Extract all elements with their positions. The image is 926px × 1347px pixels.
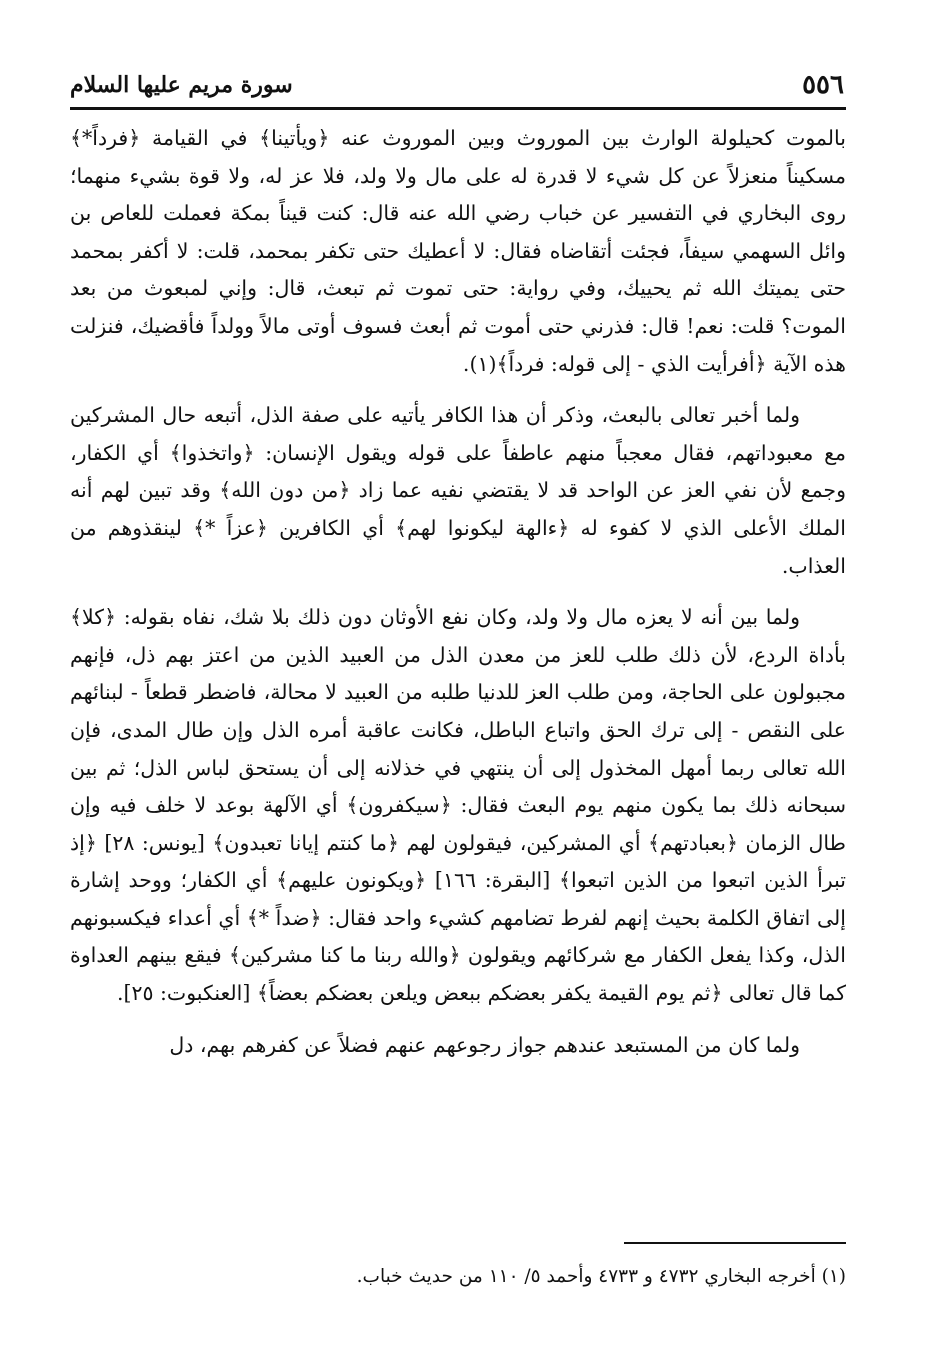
footnote-rule [624,1242,846,1244]
page-number: ٥٥٦ [802,70,844,100]
paragraph: ولما بين أنه لا يعزه مال ولا ولد، وكان نفع الأوثان دون ذلك بلا شك، نفاه بقوله: ﴿كلا﴾ بأداة الردع، لأن ذلك طلب للعز من معدن الذل من العبيد الذين من اعتز بهم ذل، فإنهم مجبولون على الحاجة، ومن طلب العز للدنيا طلبه من العبيد لا محالة، فاضطر قطعاً - لبنائهم على النقص - إلى ترك الحق واتباع الباطل، فكانت عاقبة أمره الذل وإن طال المدى، فإن الله تعالى ربما أمهل المخذول إلى أن ينتهي في خذلانه إلى أن يستحق لباس الذل؛ ثم بين سبحانه ذلك بما يكون منهم يوم البعث فقال: ﴿سيكفرون﴾ أي الآلهة بوعد لا خلف فيه وإن طال الزمان ﴿بعبادتهم﴾ أي المشركين، فيقولون لهم ﴿ما كنتم إيانا تعبدون﴾ [يونس: ٢٨] ﴿إذ تبرأ الذين اتبعوا من الذين اتبعوا﴾ [البقرة: ١٦٦] ﴿ويكونون عليهم﴾ أي الكفار؛ ووحد إشارة إلى اتفاق الكلمة بحيث إنهم لفرط تضامهم كشيء واحد فقال: ﴿ضداً *﴾ أي أعداء فيكسبونهم الذل، وكذا يفعل الكفار مع شركائهم ويقولون ﴿والله ربنا ما كنا مشركين﴾ فيقع بينهم العداوة كما قال تعالى ﴿ثم يوم القيمة يكفر بعضكم ببعض ويلعن بعضكم بعضاً﴾ [العنكبوت: ٢٥]. [70,605,846,1006]
main-text [70,120,846,1064]
running-title: سورة مريم عليها السلام [70,72,293,98]
footnote: (١) أخرجه البخاري ٤٧٣٢ و ٤٧٣٣ وأحمد ٥/ ١١٠ من حديث خباب. [356,1266,846,1287]
header-rule [70,107,846,110]
page-header [70,68,844,106]
paragraph: ولما أخبر تعالى بالبعث، وذكر أن هذا الكافر يأتيه على صفة الذل، أتبعه حال المشركين مع معبوداتهم، فقال معجباً منهم عاطفاً على قوله ويقول الإنسان: ﴿واتخذوا﴾ أي الكفار، وجمع لأن نفي العز عن الواحد قد لا يقتضي نفيه عما زاد ﴿من دون الله﴾ وقد تبين لهم أنه الملك الأعلى الذي لا كفوء له ﴿ءالهة ليكونوا لهم﴾ أي الكافرين ﴿عزاً *﴾ لينقذوهم من العذاب. [70,403,846,578]
paragraph: ولما كان من المستبعد عندهم جواز رجوعهم عنهم فضلاً عن كفرهم بهم، دل [169,1032,800,1057]
paragraph: بالموت كحيلولة الوارث بين الموروث وبين الموروث عنه ﴿ويأتينا﴾ في القيامة ﴿فرداً*﴾ مسكيناً منعزلاً عن كل شيء لا قدرة له على مال ولا ولد، فلا عز له، ولا قوة بشيء منهما؛ روى البخاري في التفسير عن خباب رضي الله عنه قال: كنت قيناً بمكة فعملت للعاص بن وائل السهمي سيفاً، فجئت أتقاضاه فقال: لا أعطيك حتى تكفر بمحمد، قلت: لا أكفر بمحمد حتى يميتك الله ثم يحييك، وفي رواية: حتى تموت ثم تبعث، قال: وإني لمبعوث من بعد الموت؟ قلت: نعم! قال: فذرني حتى أموت ثم أبعث فسوف أوتى مالاً وولداً فأقضيك، فنزلت هذه الآية ﴿أفرأيت الذي - إلى قوله: فرداً﴾(١). [70,126,846,376]
